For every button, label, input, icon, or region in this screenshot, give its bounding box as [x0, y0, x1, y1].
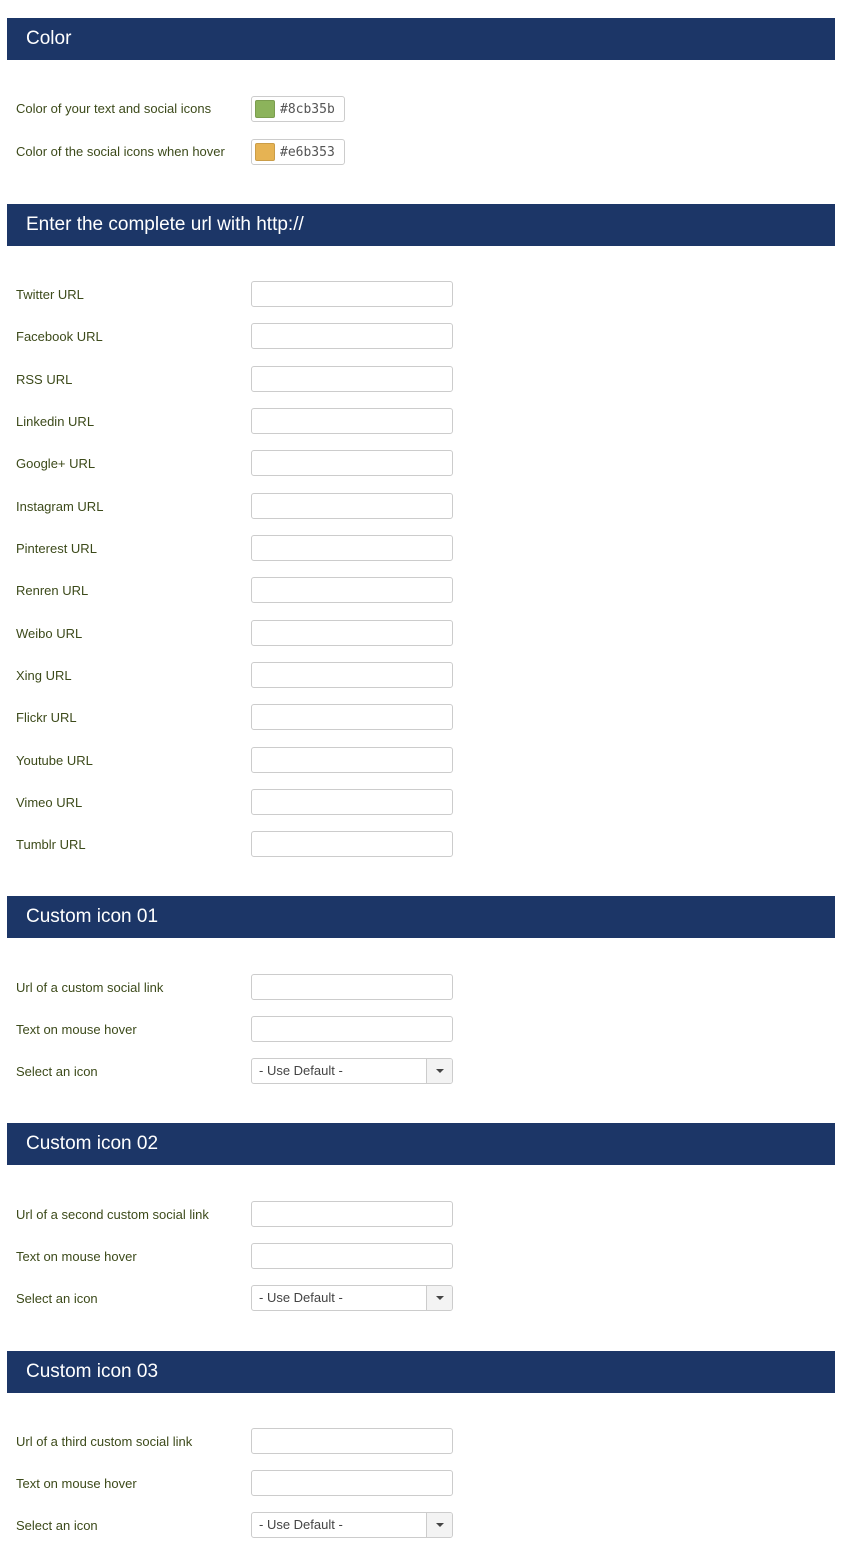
googleplus-url-input[interactable] [251, 450, 453, 476]
linkedin-url-label: Linkedin URL [16, 414, 95, 429]
caret-down-icon [436, 1069, 444, 1073]
custom-icon-03-hover-label: Text on mouse hover [16, 1476, 137, 1491]
section-header-custom-icon-01: Custom icon 01 [7, 896, 835, 938]
linkedin-url-input[interactable] [251, 408, 453, 434]
twitter-url-input[interactable] [251, 281, 453, 307]
custom-icon-02-select-value: - Use Default - [259, 1290, 343, 1305]
custom-icon-02-url-label: Url of a second custom social link [16, 1207, 209, 1222]
custom-icon-01-hover-label: Text on mouse hover [16, 1022, 137, 1037]
custom-icon-01-url-label: Url of a custom social link [16, 980, 164, 995]
vimeo-url-input[interactable] [251, 789, 453, 815]
weibo-url-label: Weibo URL [16, 626, 83, 641]
custom-icon-03-dropdown-button[interactable] [426, 1513, 452, 1537]
custom-icon-02-url-input[interactable] [251, 1201, 453, 1227]
youtube-url-input[interactable] [251, 747, 453, 773]
hover-color-value: #e6b353 [280, 144, 335, 160]
custom-icon-02-select-label: Select an icon [16, 1291, 98, 1306]
tumblr-url-label: Tumblr URL [16, 837, 86, 852]
vimeo-url-label: Vimeo URL [16, 795, 83, 810]
custom-icon-03-url-label: Url of a third custom social link [16, 1434, 193, 1449]
twitter-url-label: Twitter URL [16, 287, 84, 302]
section-header-custom-icon-02: Custom icon 02 [7, 1123, 835, 1165]
custom-icon-03-url-input[interactable] [251, 1428, 453, 1454]
text-color-label: Color of your text and social icons [16, 101, 212, 116]
custom-icon-01-hover-input[interactable] [251, 1016, 453, 1042]
instagram-url-label: Instagram URL [16, 499, 104, 514]
custom-icon-02-hover-label: Text on mouse hover [16, 1249, 137, 1264]
section-header-custom-icon-03: Custom icon 03 [7, 1351, 835, 1393]
renren-url-label: Renren URL [16, 583, 89, 598]
youtube-url-label: Youtube URL [16, 753, 93, 768]
section-header-color: Color [7, 18, 835, 60]
xing-url-label: Xing URL [16, 668, 72, 683]
custom-icon-01-url-input[interactable] [251, 974, 453, 1000]
custom-icon-01-dropdown-button[interactable] [426, 1059, 452, 1083]
text-color-value: #8cb35b [280, 101, 335, 117]
facebook-url-label: Facebook URL [16, 329, 103, 344]
custom-icon-03-select[interactable] [251, 1512, 453, 1538]
text-color-picker[interactable] [251, 96, 345, 122]
custom-icon-01-select[interactable] [251, 1058, 453, 1084]
flickr-url-label: Flickr URL [16, 710, 77, 725]
custom-icon-01-select-label: Select an icon [16, 1064, 98, 1079]
xing-url-input[interactable] [251, 662, 453, 688]
instagram-url-input[interactable] [251, 493, 453, 519]
hover-color-picker[interactable] [251, 139, 345, 165]
renren-url-input[interactable] [251, 577, 453, 603]
hover-color-swatch[interactable] [255, 143, 275, 161]
caret-down-icon [436, 1523, 444, 1527]
text-color-swatch[interactable] [255, 100, 275, 118]
custom-icon-02-hover-input[interactable] [251, 1243, 453, 1269]
googleplus-url-label: Google+ URL [16, 456, 96, 471]
custom-icon-03-select-value: - Use Default - [259, 1517, 343, 1532]
custom-icon-03-hover-input[interactable] [251, 1470, 453, 1496]
custom-icon-01-select-value: - Use Default - [259, 1063, 343, 1078]
custom-icon-02-dropdown-button[interactable] [426, 1286, 452, 1310]
pinterest-url-label: Pinterest URL [16, 541, 97, 556]
facebook-url-input[interactable] [251, 323, 453, 349]
caret-down-icon [436, 1296, 444, 1300]
rss-url-label: RSS URL [16, 372, 73, 387]
tumblr-url-input[interactable] [251, 831, 453, 857]
hover-color-label: Color of the social icons when hover [16, 144, 225, 159]
section-header-urls: Enter the complete url with http:// [7, 204, 835, 246]
custom-icon-02-select[interactable] [251, 1285, 453, 1311]
rss-url-input[interactable] [251, 366, 453, 392]
weibo-url-input[interactable] [251, 620, 453, 646]
flickr-url-input[interactable] [251, 704, 453, 730]
custom-icon-03-select-label: Select an icon [16, 1518, 98, 1533]
pinterest-url-input[interactable] [251, 535, 453, 561]
